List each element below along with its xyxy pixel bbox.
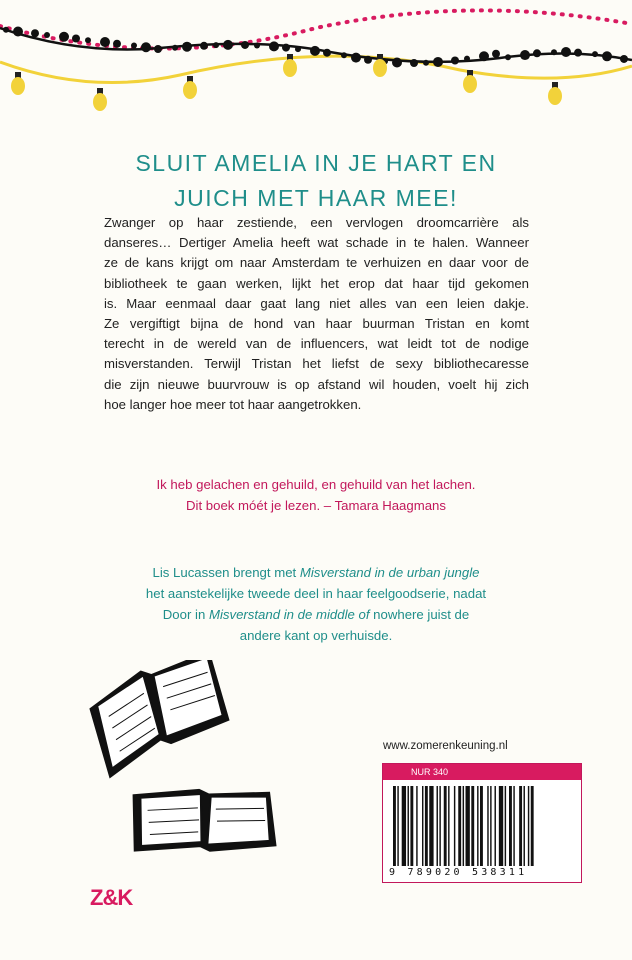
blurb-line: die zijn nieuwe buurvrouw is op afstand wil houden, voelt hij zich [104, 376, 529, 392]
flower-icon [200, 42, 208, 50]
headline-line-1: SLUIT AMELIA IN JE HART EN [135, 150, 497, 176]
flower-garland-decoration [0, 0, 632, 115]
blurb-text [104, 213, 529, 415]
book-title-urban-jungle: Misverstand in de urban jungle [299, 565, 480, 580]
open-book-icon [70, 660, 330, 870]
flower-icon [392, 58, 402, 68]
blurb-line: terecht in de wereld van de influencers, wat leidt tot de nodige [104, 336, 529, 352]
flower-icon [182, 42, 192, 52]
barcode-icon [393, 786, 573, 866]
flower-icon [213, 42, 219, 48]
blurb-line: Ze vergiftigt bijna de hond van haar buurman Tristan en komt [104, 316, 529, 332]
flower-icon [282, 44, 290, 52]
flower-icon [341, 52, 347, 58]
flower-icon [100, 37, 110, 47]
flower-icon [113, 40, 121, 48]
flower-icon [561, 47, 571, 57]
blurb-line: danseres… Dertiger Amelia heeft wat schade in te halen. Wanneer [104, 235, 529, 251]
flower-icon [423, 60, 429, 66]
flower-icon [410, 59, 418, 67]
flower-icon [364, 56, 372, 64]
book-title-middle-of: Misverstand in de middle of [208, 607, 370, 622]
flower-icon [464, 56, 470, 62]
publisher-logo: Z&K [90, 885, 133, 910]
flower-icon [505, 54, 511, 60]
quote-line-2: Dit boek móét je lezen. – Tamara Haagmans [186, 498, 446, 513]
about-text: nowhere juist de [369, 607, 470, 622]
headline-line-2: JUICH MET HAAR MEE! [174, 185, 458, 211]
flower-icon [172, 45, 178, 51]
flower-icon [479, 51, 489, 61]
flower-icon [59, 32, 69, 42]
about-text: andere kant op verhuisde. [239, 628, 393, 643]
flower-icon [85, 37, 91, 43]
blurb-line: ze de kans krijgt om naar Amsterdam te verhuizen en daar voor de [104, 255, 529, 271]
flower-icon [602, 51, 612, 61]
flower-icon [254, 42, 260, 48]
flower-icon [433, 57, 443, 67]
flower-icon [44, 32, 50, 38]
headline [0, 146, 632, 216]
flower-icon [351, 53, 361, 63]
flower-icon [323, 49, 331, 57]
blurb-line: hoe langer hoe meer tot haar aangetrokken. [104, 396, 362, 412]
flower-icon [520, 50, 530, 60]
blurb-line: Zwanger op haar zestiende, een vervlogen droomcarrière als [104, 215, 529, 230]
flower-icon [154, 45, 162, 53]
barcode-box [382, 763, 582, 883]
flower-icon [551, 49, 557, 55]
flower-icon [269, 41, 279, 51]
flower-icon [592, 51, 598, 57]
flower-icon [310, 46, 320, 56]
flower-icon [620, 55, 628, 63]
flower-icon [241, 41, 249, 49]
blurb-line: bibliotheek te gaan werken, lijkt het erop dat haar tijd gekomen [104, 275, 529, 291]
about-text: Door in [162, 607, 209, 622]
publisher-website: www.zomerenkeuning.nl [383, 740, 508, 752]
flower-icon [574, 49, 582, 57]
flower-icon [131, 43, 137, 49]
blurb-line: is. Maar eenmaal daar gaat lang niet alles van een leien dakje. [104, 295, 529, 311]
flower-icon [533, 49, 541, 57]
blurb-line: misverstanden. Terwijl Tristan het liefst de sexy bibliothecaresse [104, 356, 529, 372]
about-text: Lis Lucassen brengt met [152, 565, 300, 580]
flower-icon [3, 27, 9, 33]
isbn-number: 9 789020 538311 [389, 867, 528, 878]
about-text: het aanstekelijke tweede deel in haar feelgoodserie, nadat [145, 586, 487, 601]
about-author [0, 562, 632, 646]
flower-icon [492, 50, 500, 58]
flower-icon [141, 42, 151, 52]
flower-icon [13, 27, 23, 37]
flower-icon [451, 57, 459, 65]
nur-code: NUR 340 [383, 764, 581, 780]
flower-icon [295, 46, 301, 52]
review-quote [0, 474, 632, 516]
flower-icon [223, 40, 233, 50]
quote-line-1: Ik heb gelachen en gehuild, en gehuild van het lachen. [156, 477, 476, 492]
flower-icon [72, 35, 80, 43]
flower-icon [31, 29, 39, 37]
